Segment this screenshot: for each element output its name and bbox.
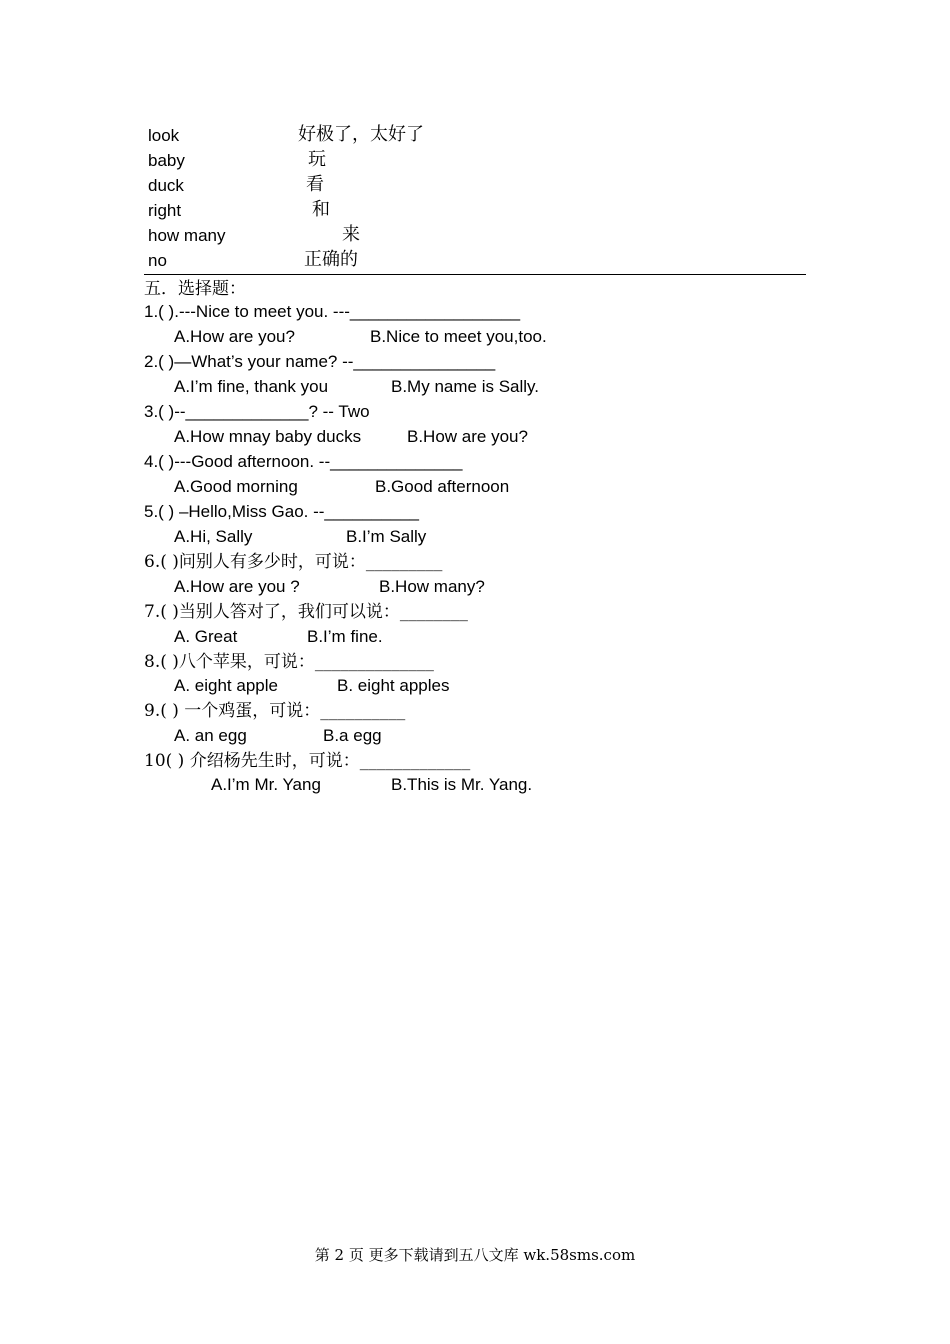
question-4-option-b: B.Good afternoon bbox=[375, 477, 510, 496]
match-english-6: no bbox=[148, 251, 167, 270]
question-9-option-b: B.a egg bbox=[323, 726, 382, 745]
question-4-option-a: A.Good morning bbox=[174, 477, 298, 496]
question-5-option-a: A.Hi, Sally bbox=[174, 527, 253, 546]
question-1-stem: 1.( ).---Nice to meet you. ---__________________ bbox=[144, 302, 521, 321]
question-9-option-a: A. an egg bbox=[174, 726, 247, 745]
question-7-option-a: A. Great bbox=[174, 627, 238, 646]
match-chinese-6: 正确的 bbox=[304, 249, 358, 270]
question-2-stem: 2.( )—What’s your name? --_______________ bbox=[144, 352, 496, 371]
match-chinese-3: 看 bbox=[306, 174, 324, 195]
question-6-stem: 6.( )问别人有多少时，可说：_________ bbox=[144, 552, 443, 572]
question-5-stem: 5.( ) –Hello,Miss Gao. --__________ bbox=[144, 502, 419, 521]
question-7-stem: 7.( )当别人答对了，我们可以说：________ bbox=[144, 602, 468, 622]
question-4-stem: 4.( )---Good afternoon. --______________ bbox=[144, 452, 463, 471]
question-8-stem: 8.( )八个苹果，可说：______________ bbox=[144, 652, 434, 672]
question-7-option-b: B.I’m fine. bbox=[307, 627, 383, 646]
question-3-option-a: A.How mnay baby ducks bbox=[174, 427, 362, 446]
match-chinese-2: 玩 bbox=[308, 149, 326, 170]
question-6-option-b: B.How many? bbox=[379, 577, 485, 596]
question-3-option-b: B.How are you? bbox=[407, 427, 528, 446]
question-1-option-a: A.How are you? bbox=[174, 327, 295, 346]
question-10-stem: 10( ) 介绍杨先生时，可说：_____________ bbox=[144, 751, 471, 771]
match-english-2: baby bbox=[148, 151, 185, 170]
question-5-option-b: B.I’m Sally bbox=[346, 527, 427, 546]
question-10-option-a: A.I’m Mr. Yang bbox=[211, 775, 321, 794]
match-english-1: look bbox=[148, 126, 180, 145]
question-8-option-b: B. eight apples bbox=[337, 676, 450, 695]
match-chinese-4: 和 bbox=[312, 199, 330, 220]
question-2-option-a: A.I’m fine, thank you bbox=[174, 377, 329, 396]
question-1-option-b: B.Nice to meet you,too. bbox=[370, 327, 547, 346]
question-6-option-a: A.How are you ? bbox=[174, 577, 300, 596]
question-8-option-a: A. eight apple bbox=[174, 676, 278, 695]
question-10-option-b: B.This is Mr. Yang. bbox=[391, 775, 533, 794]
match-chinese-5: 来 bbox=[342, 224, 360, 245]
section-divider bbox=[144, 274, 806, 275]
match-chinese-1: 好极了，太好了 bbox=[298, 124, 424, 145]
page-footer: 第 2 页 更多下载请到五八文库 wk.58sms.com bbox=[314, 1246, 636, 1264]
section-title: 五．选择题： bbox=[144, 279, 246, 299]
match-english-3: duck bbox=[148, 176, 184, 195]
question-2-option-b: B.My name is Sally. bbox=[391, 377, 540, 396]
match-english-4: right bbox=[148, 201, 182, 220]
question-9-stem: 9.( ) 一个鸡蛋，可说：__________ bbox=[144, 701, 406, 721]
match-english-5: how many bbox=[148, 226, 226, 245]
question-3-stem: 3.( )--_____________? -- Two bbox=[144, 402, 370, 421]
